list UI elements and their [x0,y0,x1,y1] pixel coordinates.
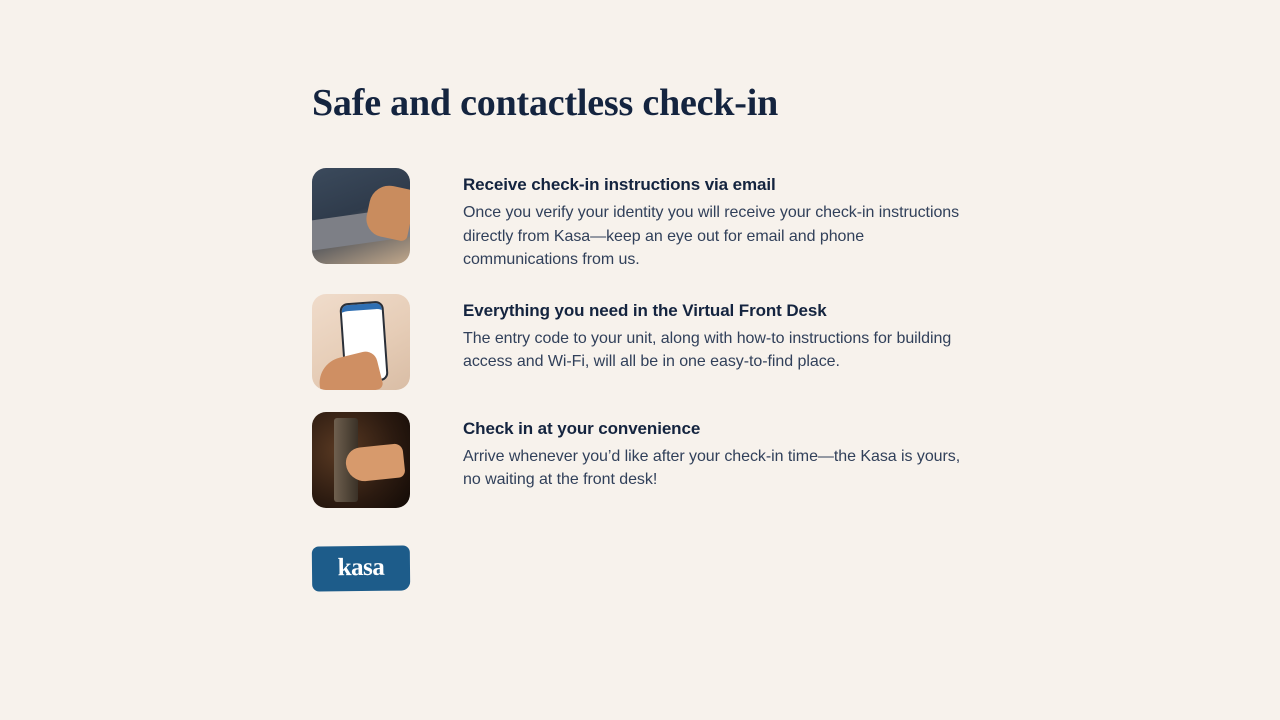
step-title: Everything you need in the Virtual Front Desk [463,300,827,320]
step-item [312,294,992,390]
page-title: Safe and contactless check-in [312,82,779,124]
step-description: Arrive whenever you’d like after your check-in time—the Kasa is yours, no waiting at the front desk! [463,447,961,488]
step-item [312,168,992,272]
laptop-email-photo [312,168,410,264]
smart-lock-keypad-photo [312,412,410,508]
step-body [463,168,992,272]
step-description: Once you verify your identity you will receive your check-in instructions directly from Kasa—keep an eye out for email and phone communications from us. [463,204,960,268]
step-title: Receive check-in instructions via email [463,175,776,194]
step-body [463,294,992,374]
step-description: The entry code to your unit, along with how-to instructions for building access and Wi-Fi, will all be in one easy-to-find place. [463,329,952,370]
kasa-logo [312,545,410,591]
step-body [463,412,992,492]
kasa-logo-text: kasa [337,553,385,581]
step-item [312,412,992,508]
phone-virtual-front-desk-photo [312,294,410,390]
step-title: Check in at your convenience [463,418,701,438]
content-column [312,80,992,591]
